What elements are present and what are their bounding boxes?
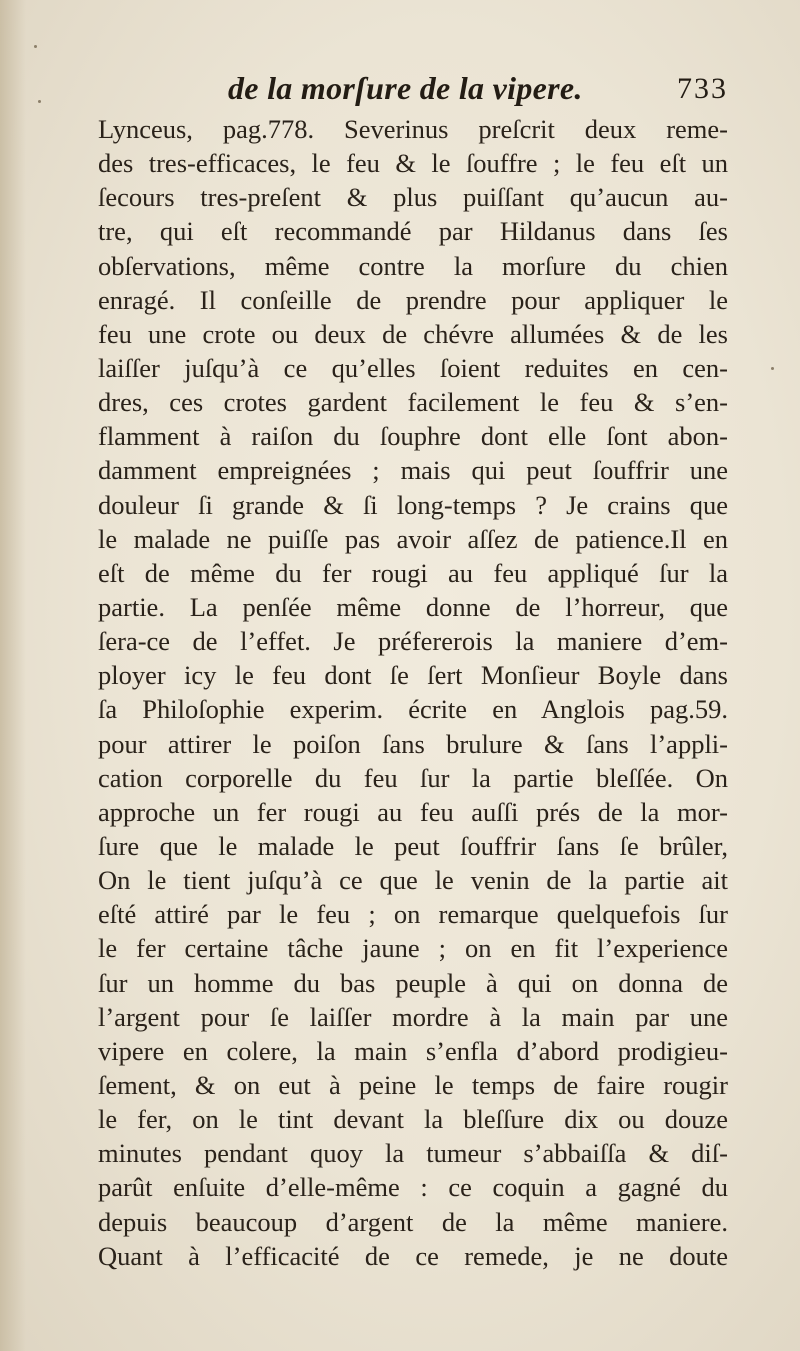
text-line: eſté attiré par le feu ; on remarque quelquefois ſur <box>98 899 728 930</box>
text-line: approche un fer rougi au feu auſſi prés de la mor- <box>98 796 728 827</box>
text-line: On le tient juſqu’à ce que le venin de la partie ait <box>98 865 728 896</box>
text-line: parût enſuite d’elle-même : ce coquin a gagné du <box>98 1172 728 1203</box>
text-line: flamment à raiſon du ſouphre dont elle ſont abon- <box>98 421 728 452</box>
text-line: douleur ſi grande & ſi long-temps ? Je crains que <box>98 489 728 520</box>
text-line: dres, ces crotes gardent facilement le feu & s’en- <box>98 387 728 418</box>
text-line: ſera-ce de l’effet. Je préfererois la maniere d’em- <box>98 626 728 657</box>
page-gutter-shadow <box>0 0 26 1351</box>
text-line: ployer icy le feu dont ſe ſert Monſieur Boyle dans <box>98 660 728 691</box>
text-line: le malade ne puiſſe pas avoir aſſez de patience.Il en <box>98 523 728 554</box>
text-line: ſure que le malade le peut ſouffrir ſans ſe brûler, <box>98 830 728 861</box>
text-line: minutes pendant quoy la tumeur s’abbaiſſa & diſ- <box>98 1138 728 1169</box>
text-line: Quant à l’efficacité de ce remede, je ne doute <box>98 1240 728 1271</box>
text-line: Lynceus, pag.778. Severinus preſcrit deux reme- <box>98 114 728 144</box>
text-line: le fer, on le tint devant la bleſſure dix ou douze <box>98 1104 728 1135</box>
body-text <box>98 112 728 1273</box>
text-line: pour attirer le poiſon ſans brulure & ſans l’appli- <box>98 728 728 759</box>
text-line: cation corporelle du feu ſur la partie bleſſée. On <box>98 762 728 793</box>
running-title: de la morſure de la vipere. <box>228 70 583 106</box>
paper-speck <box>34 45 37 48</box>
text-line: depuis beaucoup d’argent de la même maniere. <box>98 1206 728 1237</box>
text-line: partie. La penſée même donne de l’horreur, que <box>98 591 728 622</box>
text-line: feu une crote ou deux de chévre allumées & de les <box>98 318 728 349</box>
text-line: ſement, & on eut à peine le temps de faire rougir <box>98 1069 728 1100</box>
text-line: obſervations, même contre la morſure du chien <box>98 250 728 281</box>
text-line: eſt de même du fer rougi au feu appliqué ſur la <box>98 557 728 588</box>
text-line: ſur un homme du bas peuple à qui on donna de <box>98 967 728 998</box>
text-line: ſa Philoſophie experim. écrite en Anglois pag.59. <box>98 694 728 725</box>
text-line: enragé. Il conſeille de prendre pour appliquer le <box>98 284 728 315</box>
text-line: damment empreignées ; mais qui peut ſouffrir une <box>98 455 728 486</box>
paper-speck <box>38 100 41 103</box>
page-header <box>228 70 728 110</box>
text-line: des tres-efficaces, le feu & le ſouffre ; le feu eſt un <box>98 148 728 179</box>
page-number: 733 <box>677 72 728 105</box>
text-line: l’argent pour ſe laiſſer mordre à la main par une <box>98 1001 728 1032</box>
text-line: le fer certaine tâche jaune ; on en fit l’experience <box>98 933 728 964</box>
text-line: tre, qui eſt recommandé par Hildanus dans ſes <box>98 216 728 247</box>
text-line: vipere en colere, la main s’enfla d’abord prodigieu- <box>98 1035 728 1066</box>
paper-speck <box>771 367 774 370</box>
text-line: ſecours tres-preſent & plus puiſſant qu’aucun au- <box>98 182 728 213</box>
text-line: laiſſer juſqu’à ce qu’elles ſoient reduites en cen- <box>98 352 728 383</box>
